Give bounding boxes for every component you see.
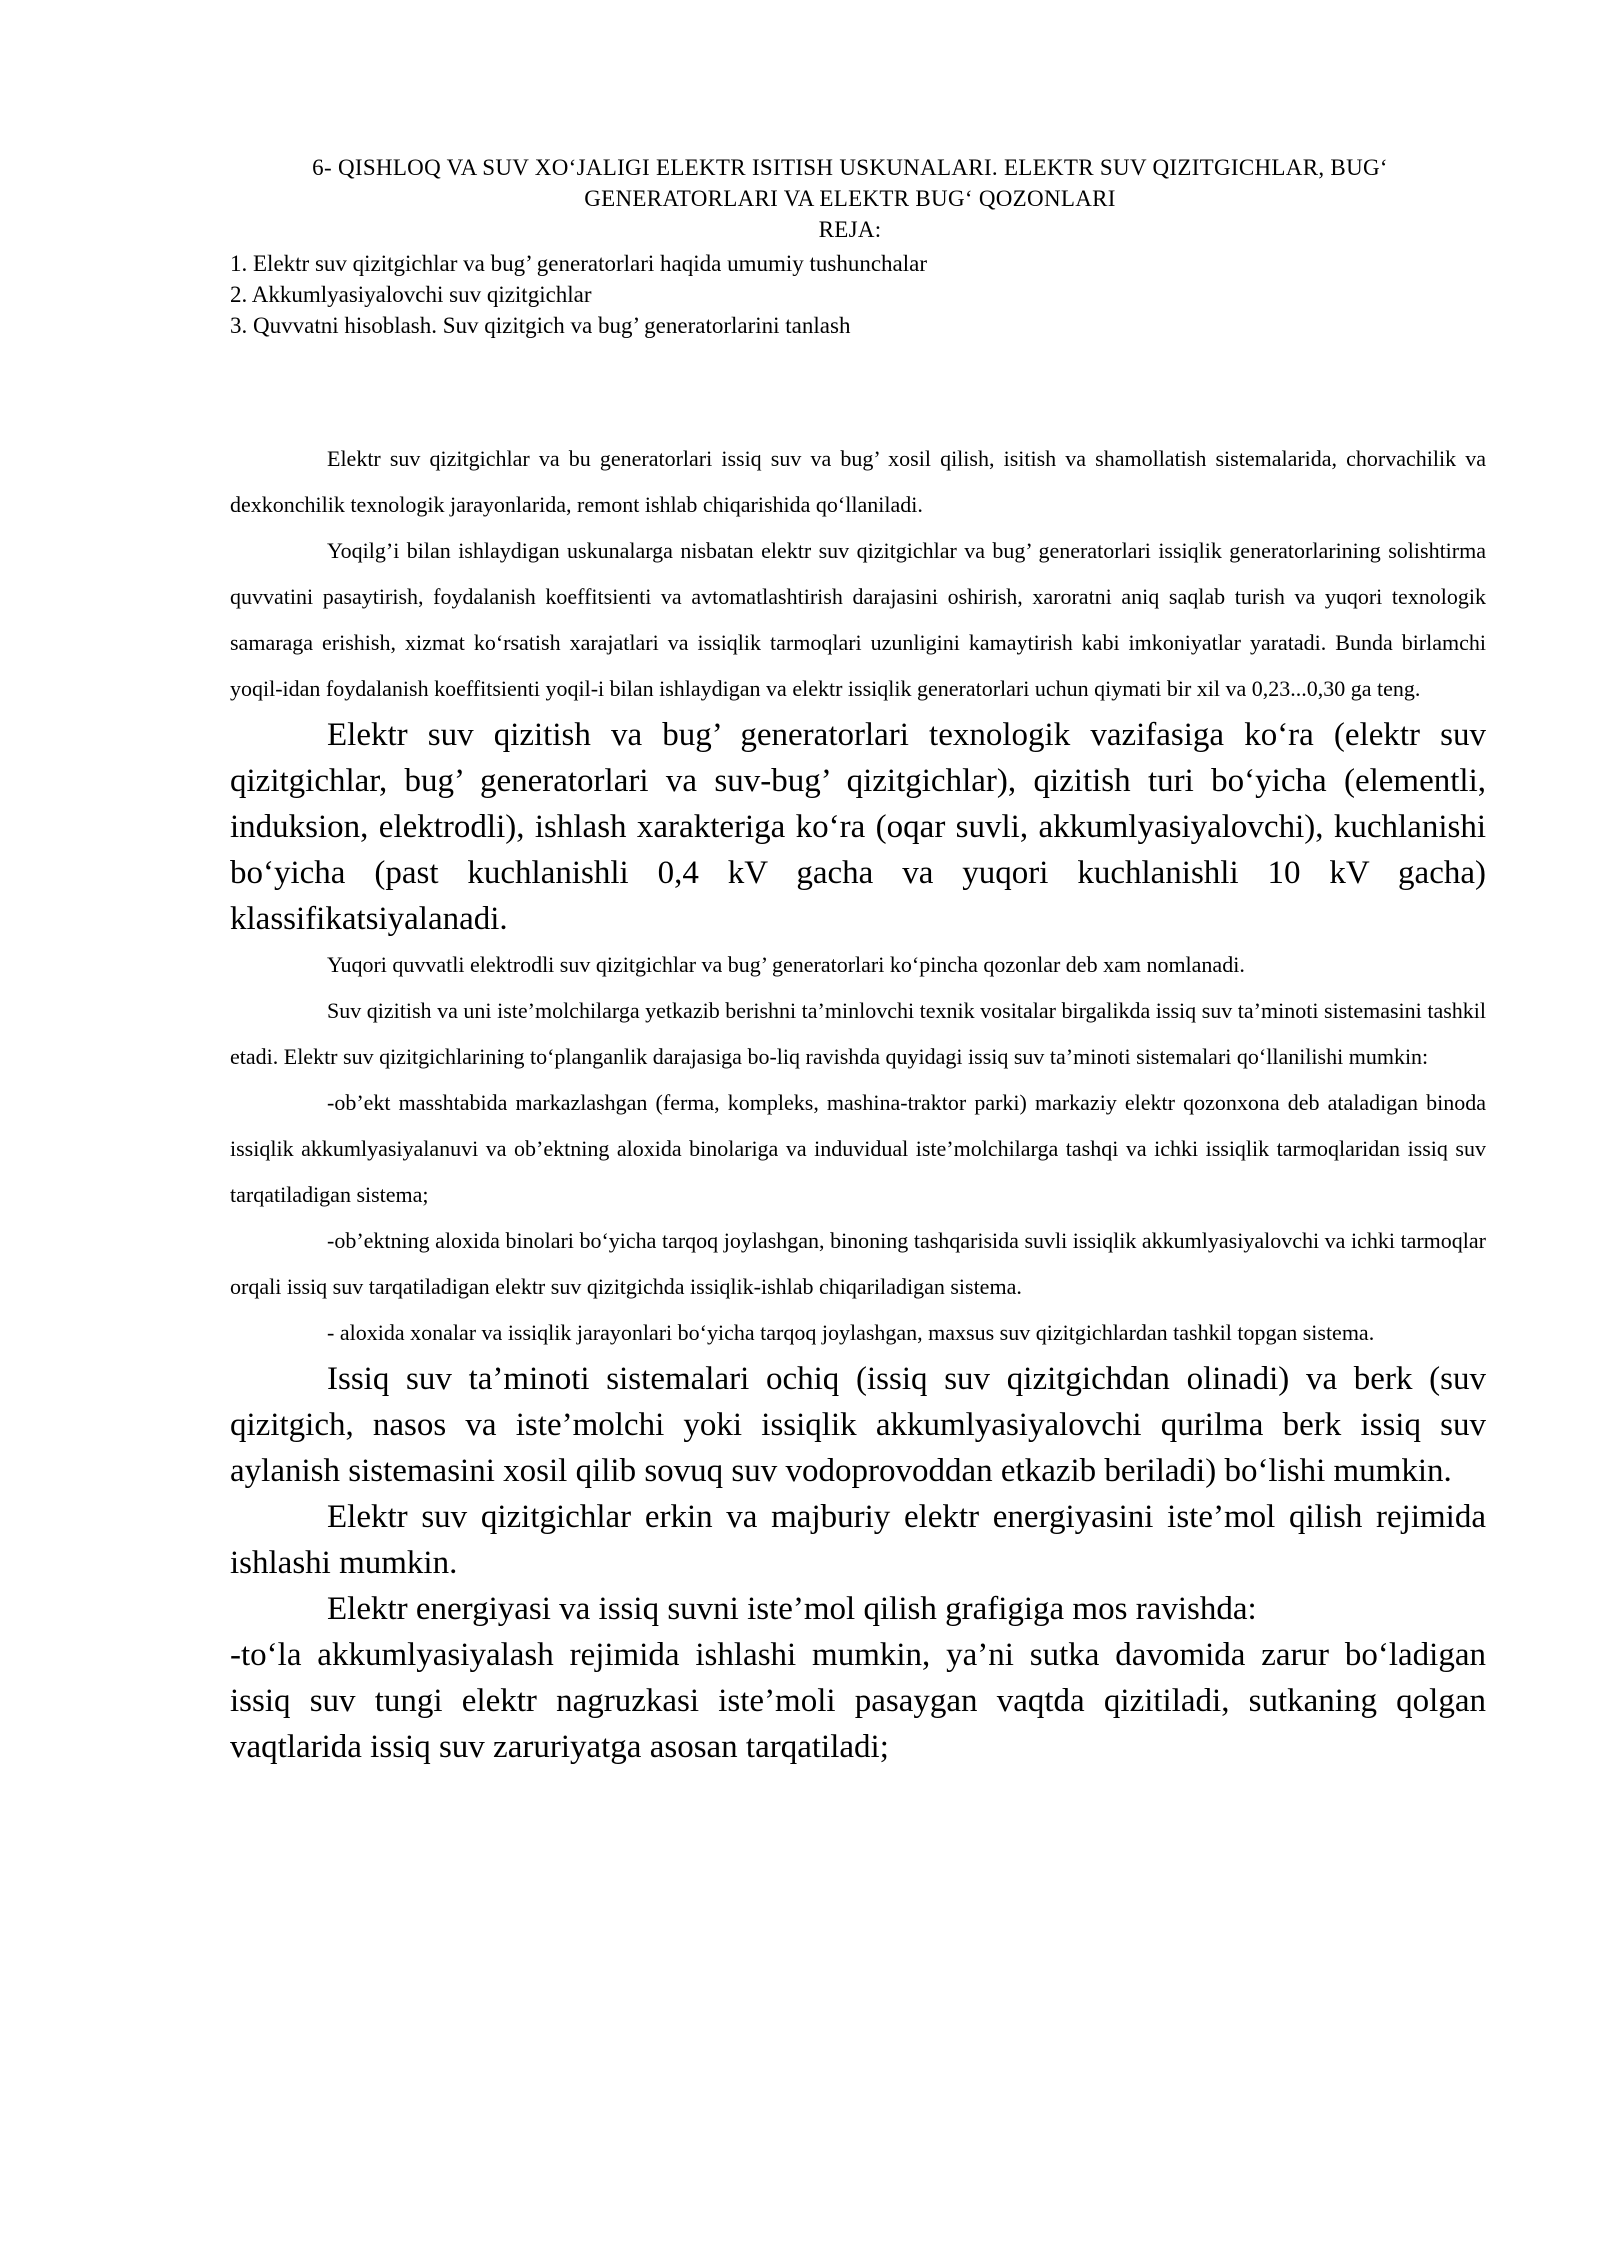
- paragraph: Elektr suv qizitgichlar erkin va majburiy elektr energiyasini iste’mol qilish rejimida ishlashi mumkin.: [230, 1499, 1486, 1581]
- title-line-1: 6- QISHLOQ VA SUV XO‘JALIGI ELEKTR ISITISH USKUNALARI. ELEKTR SUV QIZITGICHLAR, BUG‘: [312, 155, 1388, 180]
- paragraph: Elektr suv qizitgichlar va bu generatorlari issiq suv va bug’ xosil qilish, isitish va shamollatish sistemalarida, chorvachilik va dexkonchilik texnologik jarayonlarida, remont ishlab chiqarishida qo‘llaniladi.: [230, 446, 1486, 517]
- plan-list: [230, 248, 1490, 341]
- paragraph: -ob’ektning aloxida binolari bo‘yicha tarqoq joylashgan, binoning tashqarisida suvli issiqlik akkumlyasiyalovchi va ichki tarmoqlar orqali issiq suv tarqatiladigan elektr suv qizitgichda issiqlik-ishlab chiqariladigan sistema.: [230, 1228, 1486, 1299]
- plan-heading: REJA:: [818, 217, 882, 242]
- plan-item: 2. Akkumlyasiyalovchi suv qizitgichlar: [230, 282, 592, 307]
- paragraph: Issiq suv ta’minoti sistemalari ochiq (issiq suv qizitgichdan olinadi) va berk (suv qizitgich, nasos va iste’molchi yoki issiqlik akkumlyasiyalovchi qurilma berk issiq suv aylanish sistemasini xosil qilib sovuq suv vodoprovoddan etkazib beriladi) bo‘lishi mumkin.: [230, 1361, 1486, 1489]
- document-title: [200, 152, 1500, 245]
- plan-item: 1. Elektr suv qizitgichlar va bug’ generatorlari haqida umumiy tushunchalar: [230, 251, 928, 276]
- title-line-2: GENERATORLARI VA ELEKTR BUG‘ QOZONLARI: [584, 186, 1116, 211]
- document-body: [230, 436, 1486, 1770]
- paragraph: -ob’ekt masshtabida markazlashgan (ferma, kompleks, mashina-traktor parki) markaziy elektr qozonxona deb ataladigan binoda issiqlik akkumlyasiyalanuvi va ob’ektning aloxida binolariga va induvidual iste’molchilarga tashqi va ichki issiqlik tarmoqlaridan issiq suv tarqatiladigan sistema;: [230, 1090, 1486, 1207]
- paragraph: -to‘la akkumlyasiyalash rejimida ishlashi mumkin, ya’ni sutka davomida zarur bo‘ladigan issiq suv tungi elektr nagruzkasi iste’moli pasaygan vaqtda qizitiladi, sutkaning qolgan vaqtlarida issiq suv zaruriyatga asosan tarqatiladi;: [230, 1637, 1486, 1765]
- paragraph: Suv qizitish va uni iste’molchilarga yetkazib berishni ta’minlovchi texnik vositalar birgalikda issiq suv ta’minoti sistemasini tashkil etadi. Elektr suv qizitgichlarining to‘planganlik darajasiga bo-liq ravishda quyidagi issiq suv ta’minoti sistemalari qo‘llanilishi mumkin:: [230, 998, 1486, 1069]
- paragraph: Elektr energiyasi va issiq suvni iste’mol qilish grafigiga mos ravishda:: [327, 1591, 1257, 1627]
- paragraph: Yuqori quvvatli elektrodli suv qizitgichlar va bug’ generatorlari ko‘pincha qozonlar deb xam nomlanadi.: [327, 952, 1245, 977]
- plan-item: 3. Quvvatni hisoblash. Suv qizitgich va bug’ generatorlarini tanlash: [230, 313, 851, 338]
- paragraph: Yoqilg’i bilan ishlaydigan uskunalarga nisbatan elektr suv qizitgichlar va bug’ generatorlari issiqlik generatorlarining solishtirma quvvatini pasaytirish, foydalanish koeffitsienti va avtomatlashtirish darajasini oshirish, xaroratni aniq saqlab turish va yuqori texnologik samaraga erishish, xizmat ko‘rsatish xarajatlari va issiqlik tarmoqlari uzunligini kamaytirish kabi imkoniyatlar yaratadi. Bunda birlamchi yoqil-idan foydalanish koeffitsienti yoqil-i bilan ishlaydigan va elektr issiqlik generatorlari uchun qiymati bir xil va 0,23...0,30 ga teng.: [230, 538, 1486, 701]
- paragraph: Elektr suv qizitish va bug’ generatorlari texnologik vazifasiga ko‘ra (elektr suv qizitgichlar, bug’ generatorlari va suv-bug’ qizitgichlar), qizitish turi bo‘yicha (elementli, induksion, elektrodli), ishlash xarakteriga ko‘ra (oqar suvli, akkumlyasiyalovchi), kuchlanishi bo‘yicha (past kuchlanishli 0,4 kV gacha va yuqori kuchlanishli 10 kV gacha) klassifikatsiyalanadi.: [230, 717, 1486, 937]
- paragraph: - aloxida xonalar va issiqlik jarayonlari bo‘yicha tarqoq joylashgan, maxsus suv qizitgichlardan tashkil topgan sistema.: [327, 1320, 1375, 1345]
